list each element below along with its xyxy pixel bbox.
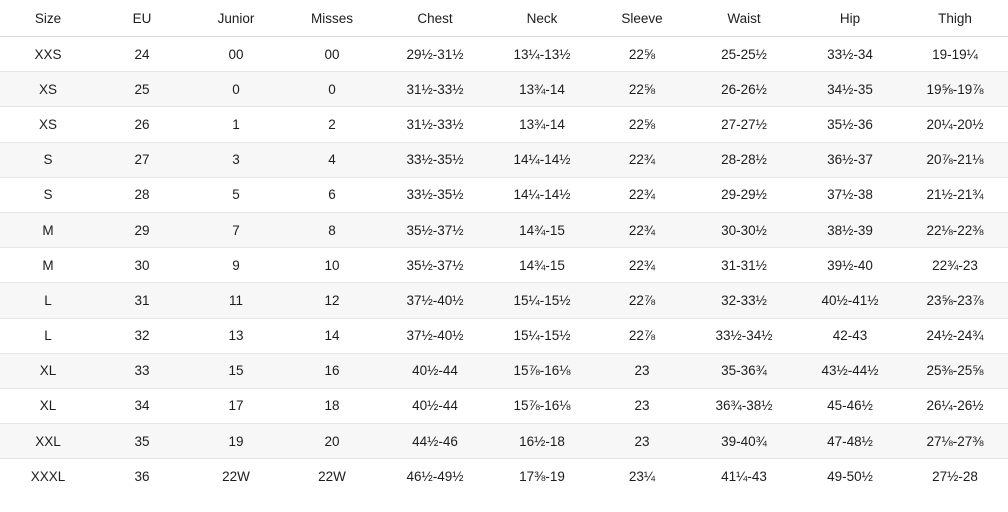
table-cell: 14 (284, 318, 380, 353)
table-row (0, 424, 1008, 459)
table-cell: 31 (96, 283, 188, 318)
table-cell: 24 (96, 37, 188, 72)
table-cell: 25 (96, 72, 188, 107)
table-body (0, 37, 1008, 494)
table-row (0, 283, 1008, 318)
table-cell: 14¼-14½ (490, 142, 594, 177)
table-row (0, 37, 1008, 72)
table-cell: 28-28½ (690, 142, 798, 177)
column-header: EU (96, 0, 188, 37)
table-cell: 19 (188, 424, 284, 459)
table-cell: 38½-39 (798, 212, 902, 247)
table-cell: XL (0, 353, 96, 388)
table-cell: 12 (284, 283, 380, 318)
column-header: Waist (690, 0, 798, 37)
table-cell: 22¾ (594, 212, 690, 247)
column-header: Hip (798, 0, 902, 37)
table-cell: 31½-33½ (380, 107, 490, 142)
table-cell: 33½-34 (798, 37, 902, 72)
table-cell: 15⅞-16⅛ (490, 388, 594, 423)
table-cell: 29½-31½ (380, 37, 490, 72)
table-cell: 22⅞ (594, 318, 690, 353)
table-cell: 44½-46 (380, 424, 490, 459)
table-cell: XL (0, 388, 96, 423)
table-cell: 27½-28 (902, 459, 1008, 494)
table-cell: 17 (188, 388, 284, 423)
table-cell: 35½-36 (798, 107, 902, 142)
table-cell: 31½-33½ (380, 72, 490, 107)
table-row (0, 248, 1008, 283)
table-row (0, 388, 1008, 423)
table-cell: 00 (284, 37, 380, 72)
table-cell: 2 (284, 107, 380, 142)
table-cell: M (0, 212, 96, 247)
table-cell: 22⅞ (594, 283, 690, 318)
table-cell: 23 (594, 353, 690, 388)
table-cell: 33 (96, 353, 188, 388)
table-cell: 35 (96, 424, 188, 459)
table-cell: 14¾-15 (490, 248, 594, 283)
table-cell: 13¾-14 (490, 72, 594, 107)
table-cell: 40½-44 (380, 388, 490, 423)
table-cell: 16½-18 (490, 424, 594, 459)
column-header: Junior (188, 0, 284, 37)
table-cell: 9 (188, 248, 284, 283)
column-header: Neck (490, 0, 594, 37)
table-cell: XXXL (0, 459, 96, 494)
table-cell: 8 (284, 212, 380, 247)
table-cell: XS (0, 72, 96, 107)
table-cell: 17⅜-19 (490, 459, 594, 494)
table-cell: 37½-38 (798, 177, 902, 212)
table-cell: 35-36¾ (690, 353, 798, 388)
table-cell: 23⅝-23⅞ (902, 283, 1008, 318)
table-row (0, 353, 1008, 388)
table-cell: 5 (188, 177, 284, 212)
table-cell: 39½-40 (798, 248, 902, 283)
table-cell: 23¼ (594, 459, 690, 494)
table-cell: 35½-37½ (380, 248, 490, 283)
table-cell: S (0, 142, 96, 177)
table-cell: 22¾ (594, 142, 690, 177)
table-cell: 49-50½ (798, 459, 902, 494)
table-row (0, 318, 1008, 353)
table-cell: 21½-21¾ (902, 177, 1008, 212)
table-cell: 29 (96, 212, 188, 247)
table-cell: L (0, 283, 96, 318)
table-cell: 20 (284, 424, 380, 459)
table-cell: 26 (96, 107, 188, 142)
table-cell: 31-31½ (690, 248, 798, 283)
table-cell: 0 (188, 72, 284, 107)
table-row (0, 177, 1008, 212)
table-cell: 27⅛-27⅜ (902, 424, 1008, 459)
table-cell: 23 (594, 388, 690, 423)
table-cell: 33½-34½ (690, 318, 798, 353)
table-cell: 26-26½ (690, 72, 798, 107)
table-row (0, 142, 1008, 177)
table-cell: 26¼-26½ (902, 388, 1008, 423)
table-cell: 27-27½ (690, 107, 798, 142)
table-cell: 37½-40½ (380, 283, 490, 318)
table-cell: 45-46½ (798, 388, 902, 423)
table-cell: 40½-44 (380, 353, 490, 388)
table-cell: XS (0, 107, 96, 142)
table-cell: 35½-37½ (380, 212, 490, 247)
table-cell: 0 (284, 72, 380, 107)
table-cell: 22⅝ (594, 72, 690, 107)
table-row (0, 459, 1008, 494)
table-cell: M (0, 248, 96, 283)
table-cell: 37½-40½ (380, 318, 490, 353)
table-cell: 20¼-20½ (902, 107, 1008, 142)
table-cell: 20⅞-21⅛ (902, 142, 1008, 177)
table-cell: 22¾ (594, 177, 690, 212)
table-cell: 32-33½ (690, 283, 798, 318)
table-header (0, 0, 1008, 37)
table-cell: 29-29½ (690, 177, 798, 212)
table-cell: 27 (96, 142, 188, 177)
table-cell: 19⅝-19⅞ (902, 72, 1008, 107)
table-cell: 15 (188, 353, 284, 388)
table-cell: S (0, 177, 96, 212)
column-header: Size (0, 0, 96, 37)
table-cell: 4 (284, 142, 380, 177)
table-row (0, 72, 1008, 107)
column-header: Thigh (902, 0, 1008, 37)
table-cell: 6 (284, 177, 380, 212)
table-cell: 13¼-13½ (490, 37, 594, 72)
table-cell: 24½-24¾ (902, 318, 1008, 353)
column-header: Misses (284, 0, 380, 37)
table-cell: 23 (594, 424, 690, 459)
table-cell: 43½-44½ (798, 353, 902, 388)
table-cell: 7 (188, 212, 284, 247)
table-cell: 00 (188, 37, 284, 72)
table-cell: 42-43 (798, 318, 902, 353)
table-cell: 47-48½ (798, 424, 902, 459)
table-cell: 34½-35 (798, 72, 902, 107)
table-cell: 36 (96, 459, 188, 494)
table-cell: 15⅞-16⅛ (490, 353, 594, 388)
table-cell: 46½-49½ (380, 459, 490, 494)
table-cell: 19-19¼ (902, 37, 1008, 72)
table-cell: 22¾ (594, 248, 690, 283)
table-cell: 36¾-38½ (690, 388, 798, 423)
table-row (0, 212, 1008, 247)
header-row (0, 0, 1008, 37)
table-cell: 40½-41½ (798, 283, 902, 318)
table-cell: 14¼-14½ (490, 177, 594, 212)
table-cell: 28 (96, 177, 188, 212)
table-cell: 22¾-23 (902, 248, 1008, 283)
table-cell: 15¼-15½ (490, 318, 594, 353)
table-cell: 39-40¾ (690, 424, 798, 459)
table-cell: 25-25½ (690, 37, 798, 72)
table-row (0, 107, 1008, 142)
table-cell: 25⅜-25⅝ (902, 353, 1008, 388)
table-cell: 34 (96, 388, 188, 423)
table-cell: 15¼-15½ (490, 283, 594, 318)
table-cell: 14¾-15 (490, 212, 594, 247)
table-cell: 22W (188, 459, 284, 494)
table-cell: 30-30½ (690, 212, 798, 247)
table-cell: 16 (284, 353, 380, 388)
table-cell: 41¼-43 (690, 459, 798, 494)
table-cell: 3 (188, 142, 284, 177)
table-cell: 22W (284, 459, 380, 494)
table-cell: 22⅝ (594, 37, 690, 72)
table-cell: XXS (0, 37, 96, 72)
table-cell: 10 (284, 248, 380, 283)
column-header: Sleeve (594, 0, 690, 37)
table-cell: 22⅝ (594, 107, 690, 142)
table-cell: XXL (0, 424, 96, 459)
table-cell: 1 (188, 107, 284, 142)
table-cell: 13¾-14 (490, 107, 594, 142)
table-cell: 36½-37 (798, 142, 902, 177)
table-cell: 33½-35½ (380, 142, 490, 177)
column-header: Chest (380, 0, 490, 37)
table-cell: L (0, 318, 96, 353)
table-cell: 22⅛-22⅜ (902, 212, 1008, 247)
table-cell: 11 (188, 283, 284, 318)
table-cell: 33½-35½ (380, 177, 490, 212)
table-cell: 30 (96, 248, 188, 283)
table-cell: 13 (188, 318, 284, 353)
table-cell: 18 (284, 388, 380, 423)
table-cell: 32 (96, 318, 188, 353)
